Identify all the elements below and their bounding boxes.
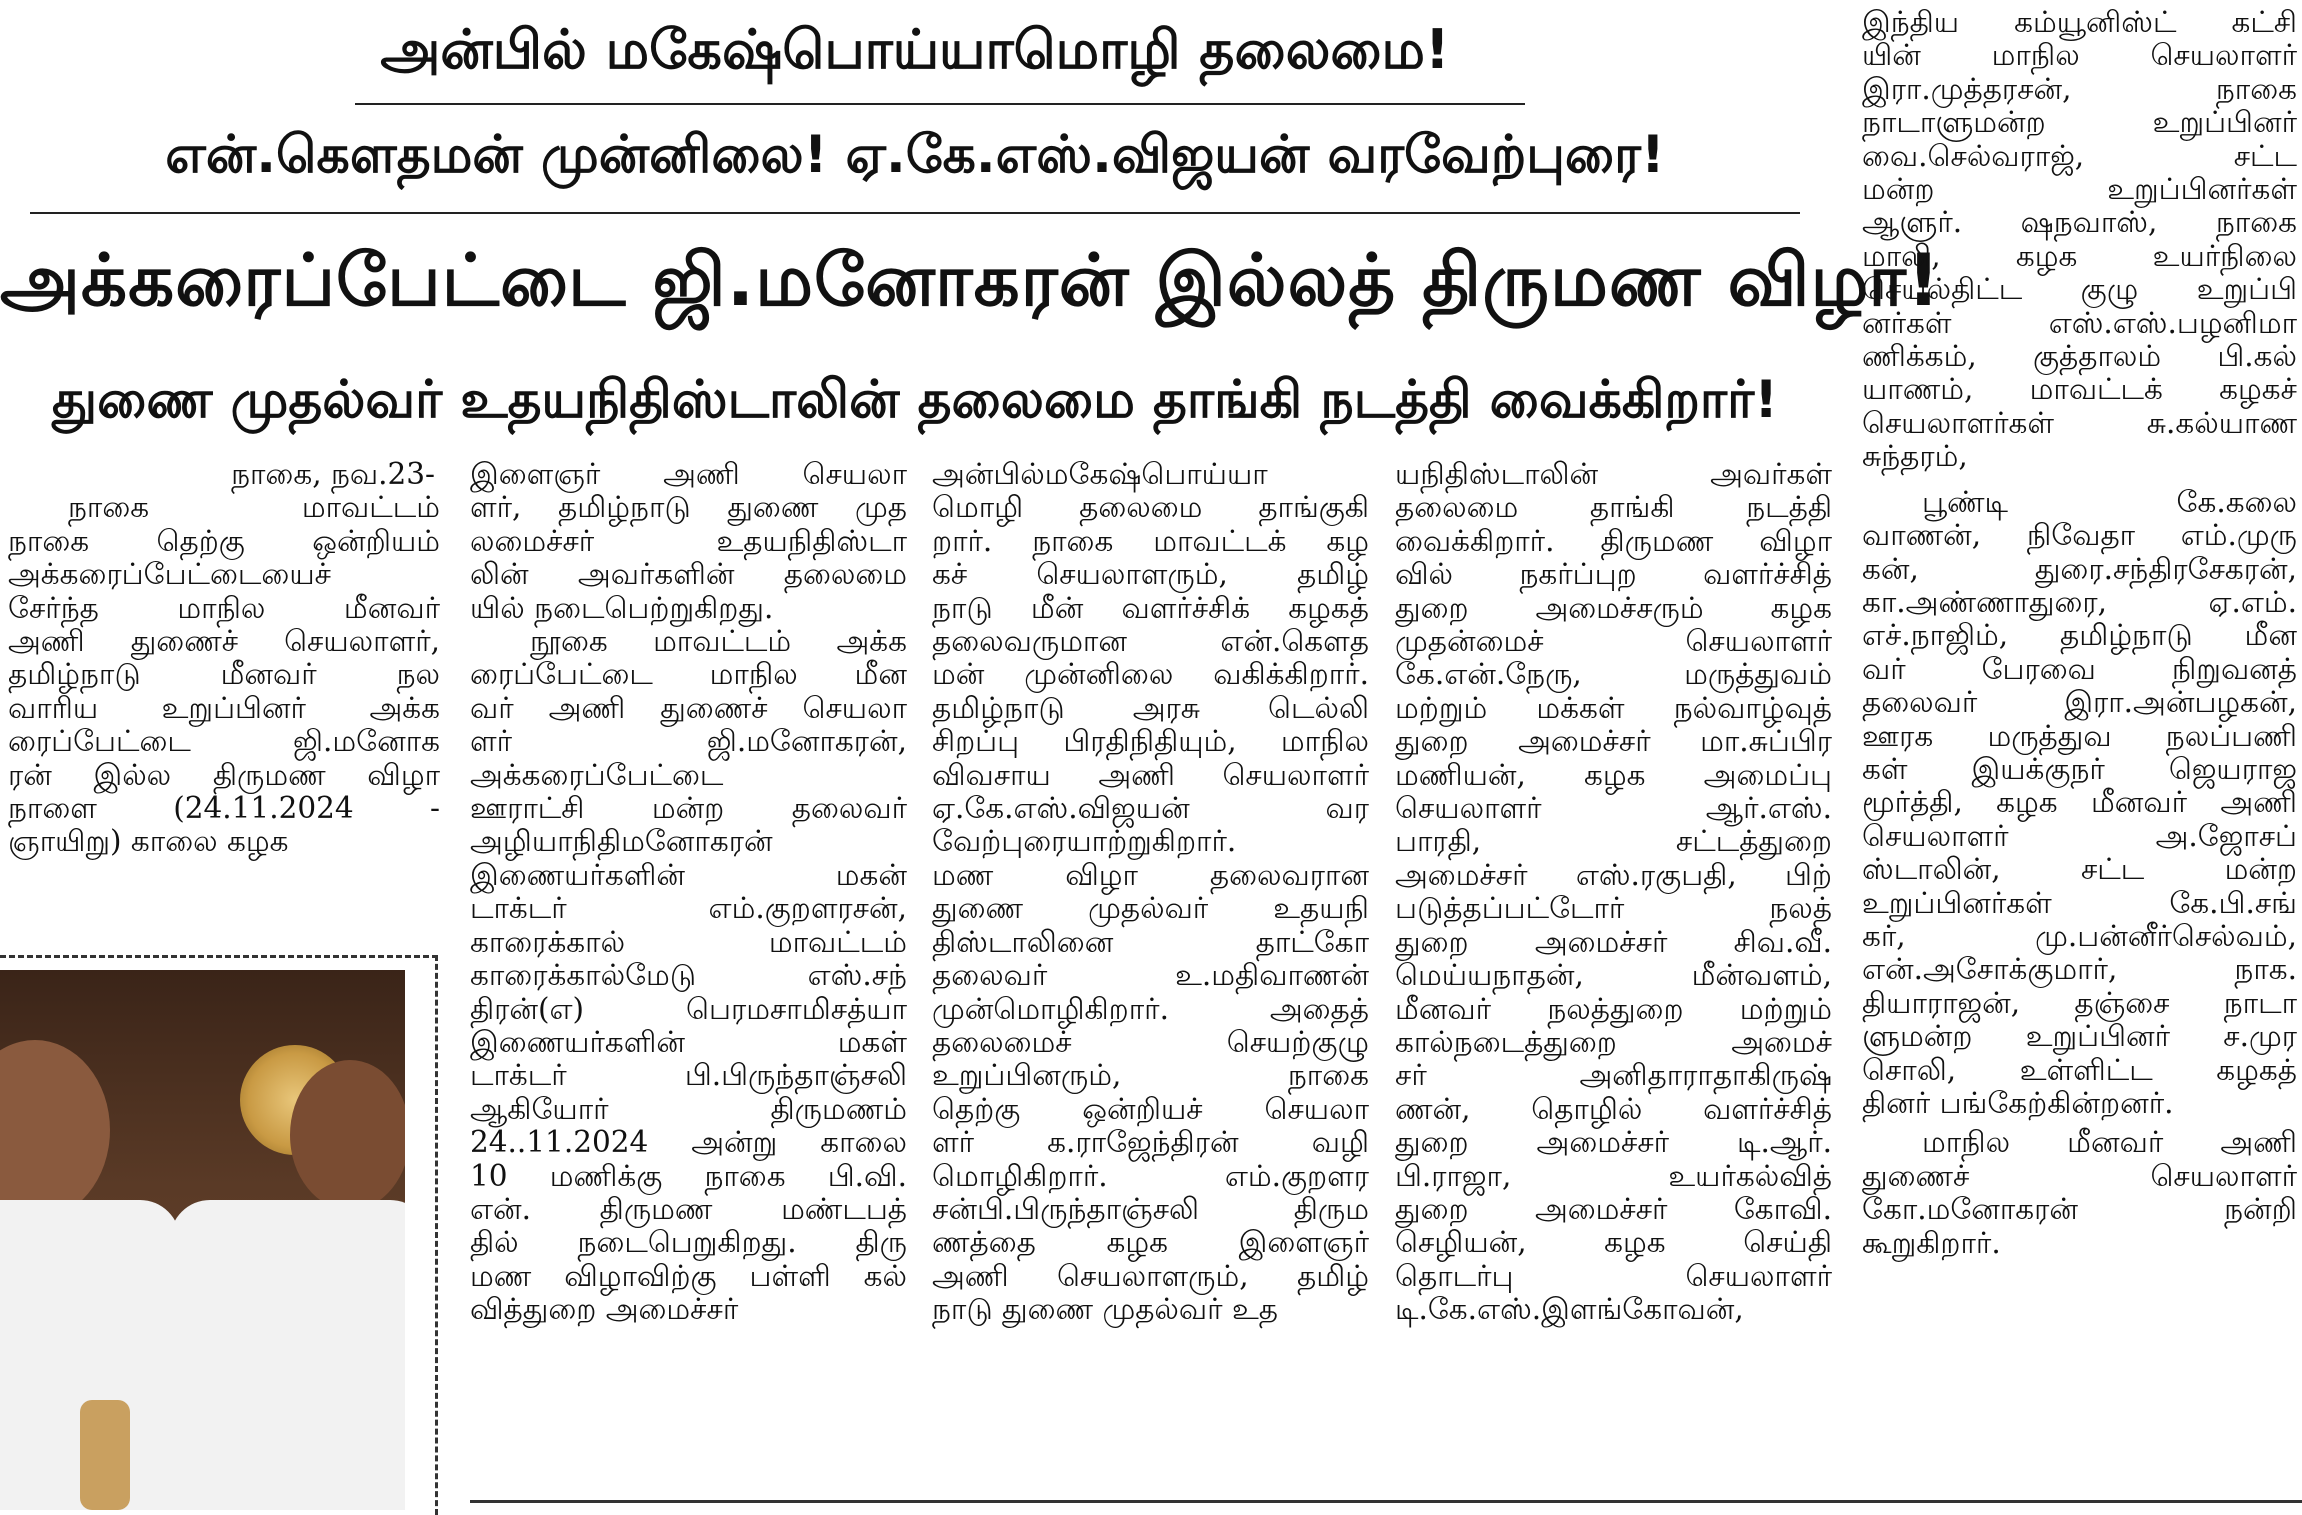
text-line: ஊராட்சி மன்ற தலைவர் [470, 791, 907, 826]
text-line: கால்நடைத்துறை அமைச் [1395, 1024, 1832, 1059]
text-line: படுத்தப்பட்டோர் நலத் [1395, 891, 1832, 926]
text-line: மண விழா தலைவரான [932, 857, 1369, 892]
article-column-5 [1862, 6, 2297, 1260]
text-line: கூறுகிறார். [1862, 1225, 2001, 1260]
text-line: அழியாநிதிமனோகரன் [470, 824, 773, 859]
article-column-1 [8, 458, 440, 859]
text-line: துணை முதல்வர் உதயநி [932, 891, 1369, 926]
text-line: அமைச்சர் எஸ்.ரகுபதி, பிற் [1395, 857, 1832, 892]
news-photo [0, 970, 405, 1510]
text-line: என். திருமண மண்டபத் [470, 1191, 907, 1226]
text-line: ரைப்பேட்டை ஜி.மனோக [8, 724, 440, 759]
text-line: இணையர்களின் மகள் [470, 1024, 907, 1059]
column-4-text [1395, 458, 1832, 1327]
text-line: ளர், தமிழ்நாடு துணை முத [470, 490, 907, 525]
text-line: நாகை தெற்கு ஒன்றியம் [8, 523, 440, 558]
text-line: மண விழாவிற்கு பள்ளி கல் [470, 1258, 907, 1293]
text-line: மன்ற உறுப்பினர்கள் [1862, 172, 2297, 207]
text-line: தலைவர் உ.மதிவாணன் [932, 958, 1369, 993]
text-line: யில் நடைபெற்றுகிறது. [470, 590, 774, 625]
text-line: மெய்யநாதன், மீன்வளம், [1395, 958, 1832, 993]
text-line: கே.என்.நேரு, மருத்துவம் [1395, 657, 1832, 692]
text-line: சுந்தரம், [1862, 439, 1968, 474]
text-line: யநிதிஸ்டாலின் அவர்கள் [1395, 457, 1832, 491]
text-line: மூர்த்தி, கழக மீனவர் அணி [1862, 785, 2297, 820]
text-line: மாநில மீனவர் அணி [1922, 1125, 2297, 1160]
text-line: மொழிகிறார். எம்.குறளர [932, 1158, 1369, 1193]
text-line: அணி துணைச் செயலாளர், [8, 624, 440, 659]
text-line: அணி செயலாளரும், தமிழ் [932, 1258, 1369, 1293]
text-line: ணிக்கம், குத்தாலம் பி.கல் [1862, 339, 2297, 374]
text-line: ணன், தொழில் வளர்ச்சித் [1395, 1091, 1832, 1126]
text-line: வர் பேரவை நிறுவனத் [1862, 651, 2297, 686]
text-line: துறை அமைச்சர் சிவ.வீ. [1395, 924, 1832, 959]
text-line: அக்கரைப்பேட்டை [470, 757, 724, 792]
text-line: நாடாளுமன்ற உறுப்பினர் [1862, 105, 2297, 140]
text-line: டாக்டர் எம்.குறளரசன், [470, 891, 907, 926]
text-line: துறை அமைச்சரும் கழக [1395, 590, 1832, 625]
text-line: இணையர்களின் மகன் [470, 857, 907, 892]
text-line: வாரிய உறுப்பினர் அக்க [8, 690, 440, 725]
text-line: தினர் பங்கேற்கின்றனர். [1862, 1086, 2174, 1120]
text-line: சேர்ந்த மாநில மீனவர் [8, 590, 440, 625]
headline-divider [355, 103, 1525, 105]
text-line: நாகை மாவட்டம் [68, 490, 440, 525]
text-line: ஆகியோர் திருமணம் [470, 1091, 907, 1126]
headline-divider [30, 212, 1800, 214]
text-line: அன்பில்மகேஷ்பொய்யா [932, 457, 1268, 491]
text-line: செயலாளர் ஆர்.எஸ். [1395, 791, 1832, 826]
text-line: தலைமைச் செயற்குழு [932, 1024, 1369, 1059]
column-3-text [932, 458, 1369, 1327]
text-line: முன்மொழிகிறார். அதைத் [932, 991, 1369, 1026]
text-line: பாரதி, சட்டத்துறை [1395, 824, 1832, 859]
text-line: லமைச்சர் உதயநிதிஸ்டா [470, 523, 907, 558]
column-5-paragraph-1 [1862, 6, 2297, 474]
text-line: வை.செல்வராஜ், சட்ட [1862, 138, 2297, 173]
text-line: தெற்கு ஒன்றியச் செயலா [932, 1091, 1369, 1126]
text-line: கன், துரை.சந்திரசேகரன், [1862, 551, 2297, 586]
text-line: தலைமை தாங்கி நடத்தி [1395, 490, 1832, 525]
brass-lamp [80, 1400, 130, 1510]
text-line: யின் மாநில செயலாளர் [1862, 38, 2297, 73]
text-line: இந்திய கம்யூனிஸ்ட் கட்சி [1862, 5, 2297, 39]
text-line: நாடு துணை முதல்வர் உத [932, 1292, 1278, 1327]
text-line: தலைவர் இரா.அன்பழகன், [1862, 685, 2297, 720]
column-1-text [8, 491, 440, 858]
text-line: கள் இயக்குநர் ஜெயராஜ [1862, 751, 2297, 786]
text-line: திஸ்டாலினை தாட்கோ [932, 924, 1369, 959]
text-line: கர், மு.பன்னீர்செல்வம், [1862, 918, 2297, 953]
column-5-paragraph-2 [1862, 486, 2297, 1121]
text-line: காரைக்கால்மேடு எஸ்.சந் [470, 958, 907, 993]
text-line: துணைச் செயலாளர் [1862, 1158, 2297, 1193]
text-line: இளைஞர் அணி செயலா [470, 457, 907, 491]
text-line: திரன்(எ) பெரமசாமிசத்யா [470, 991, 907, 1026]
text-line: யாணம், மாவட்டக் கழகச் [1862, 372, 2297, 407]
headline-sub: துணை முதல்வர் உதயநிதிஸ்டாலின் தலைமை தாங்கி நடத்தி வைக்கிறார்! [52, 370, 1778, 430]
person-right-shirt [170, 1200, 405, 1510]
text-line: செயல்திட்ட குழு உறுப்பி [1862, 272, 2297, 307]
article-column-2 [470, 458, 907, 1327]
text-line: ஆளுர். ஷநவாஸ், நாகை [1862, 205, 2297, 240]
dateline: நாகை, நவ.23- [231, 457, 435, 491]
text-line: தில் நடைபெறுகிறது. திரு [470, 1225, 907, 1260]
text-line: என்.அசோக்குமார், நாக. [1862, 952, 2297, 987]
text-line: மன் முன்னிலை வகிக்கிறார். [932, 657, 1369, 692]
text-line: கச் செயலாளரும், தமிழ் [932, 557, 1369, 592]
column-2-paragraph-2 [470, 625, 907, 1327]
text-line: முதன்மைச் செயலாளர் [1395, 624, 1832, 659]
text-line: வர் அணி துணைச் செயலா [470, 690, 907, 725]
text-line: காரைக்கால் மாவட்டம் [470, 924, 907, 959]
text-line: செயலாளர்கள் சு.கல்யாண [1862, 405, 2297, 440]
text-line: ஞாயிறு) காலை கழக [8, 824, 289, 859]
text-line: நாடு மீன் வளர்ச்சிக் கழகத் [932, 590, 1369, 625]
text-line: பி.ராஜா, உயர்கல்வித் [1395, 1158, 1832, 1193]
text-line: விவசாய அணி செயலாளர் [932, 757, 1369, 792]
text-line: எச்.நாஜிம், தமிழ்நாடு மீன [1862, 618, 2297, 653]
text-line: ரைப்பேட்டை மாநில மீன [470, 657, 907, 692]
column-5-paragraph-3 [1862, 1126, 2297, 1260]
person-right-face [290, 1060, 405, 1210]
text-line: தலைவருமான என்.கௌத [932, 624, 1369, 659]
text-line: செழியன், கழக செய்தி [1395, 1225, 1832, 1260]
text-line: வில் நகர்ப்புற வளர்ச்சித் [1395, 557, 1832, 592]
text-line: றார். நாகை மாவட்டக் கழ [932, 523, 1369, 558]
text-line: மாலி, கழக உயர்நிலை [1862, 238, 2297, 273]
text-line: சிறப்பு பிரதிநிதியும், மாநில [932, 724, 1369, 759]
text-line: ஸ்டாலின், சட்ட மன்ற [1862, 852, 2297, 887]
article-column-4 [1395, 458, 1832, 1327]
text-line: ணத்தை கழக இளைஞர் [932, 1225, 1369, 1260]
text-line: ளர் க.ராஜேந்திரன் வழி [932, 1125, 1369, 1160]
text-line: செயலாளர் அ.ஜோசப் [1862, 818, 2297, 853]
text-line: ளுமன்ற உறுப்பினர் ச.முர [1862, 1019, 2297, 1054]
text-line: உறுப்பினர்கள் கே.பி.சங் [1862, 885, 2297, 920]
article-column-3 [932, 458, 1369, 1327]
text-line: டி.கே.எஸ்.இளங்கோவன், [1395, 1292, 1744, 1327]
headline-main: அக்கரைப்பேட்டை ஜி.மனோகரன் இல்லத் திருமண விழா! [0, 238, 1941, 322]
text-line: துறை அமைச்சர் மா.சுப்பிர [1395, 724, 1832, 759]
text-line: மற்றும் மக்கள் நல்வாழ்வுத் [1395, 690, 1832, 725]
headline-2: என்.கௌதமன் முன்னிலை! ஏ.கே.எஸ்.விஜயன் வரவேற்புரை! [165, 125, 1665, 185]
text-line: உறுப்பினரும், நாகை [932, 1058, 1369, 1093]
text-line: வேற்புரையாற்றுகிறார். [932, 824, 1237, 859]
text-line: 10 மணிக்கு நாகை பி.வி. [470, 1158, 907, 1193]
text-line: வித்துறை அமைச்சர் [470, 1292, 739, 1327]
text-line: கோ.மனோகரன் நன்றி [1862, 1192, 2297, 1227]
text-line: அக்கரைப்பேட்டையைச் [8, 557, 331, 592]
headline-1: அன்பில் மகேஷ்பொய்யாமொழி தலைமை! [380, 18, 1450, 81]
text-line: மீனவர் நலத்துறை மற்றும் [1395, 991, 1832, 1026]
bottom-rule [470, 1500, 2302, 1503]
text-line: ஏ.கே.எஸ்.விஜயன் வர [932, 791, 1369, 826]
text-line: துறை அமைச்சர் டி.ஆர். [1395, 1125, 1832, 1160]
text-line: மணியன், கழக அமைப்பு [1395, 757, 1832, 792]
text-line: சன்பி.பிருந்தாஞ்சலி திரும [932, 1191, 1369, 1226]
text-line: கா.அண்ணாதுரை, ஏ.எம். [1862, 584, 2297, 619]
text-line: நூகை மாவட்டம் அக்க [530, 624, 907, 659]
text-line: சொலி, உள்ளிட்ட கழகத் [1862, 1052, 2297, 1087]
text-line: துறை அமைச்சர் கோவி. [1395, 1191, 1832, 1226]
text-line: தமிழ்நாடு அரசு டெல்லி [932, 690, 1369, 725]
text-line: வைக்கிறார். திருமண விழா [1395, 523, 1832, 558]
text-line: லின் அவர்களின் தலைமை [470, 557, 907, 592]
column-2-paragraph-1 [470, 458, 907, 625]
person-left-face [0, 1040, 110, 1220]
text-line: ரன் இல்ல திருமண விழா [8, 757, 440, 792]
text-line: 24..11.2024 அன்று காலை [470, 1125, 907, 1160]
text-line: நாளை (24.11.2024 - [8, 791, 440, 826]
text-line: டாக்டர் பி.பிருந்தாஞ்சலி [470, 1058, 907, 1093]
text-line: பூண்டி கே.கலை [1922, 484, 2297, 519]
text-line: மொழி தலைமை தாங்குகி [932, 490, 1369, 525]
text-line: தமிழ்நாடு மீனவர் நல [8, 657, 440, 692]
text-line: னர்கள் எஸ்.எஸ்.பழனிமா [1862, 305, 2297, 340]
text-line: வாணன், நிவேதா எம்.முரு [1862, 518, 2297, 553]
text-line: சர் அனிதாராதாகிருஷ் [1395, 1058, 1832, 1093]
text-line: தொடர்பு செயலாளர் [1395, 1258, 1832, 1293]
text-line: ளர் ஜி.மனோகரன், [470, 724, 907, 759]
text-line: இரா.முத்தரசன், நாகை [1862, 71, 2297, 106]
text-line: தியாராஜன், தஞ்சை நாடா [1862, 985, 2297, 1020]
text-line: ஊரக மருத்துவ நலப்பணி [1862, 718, 2297, 753]
